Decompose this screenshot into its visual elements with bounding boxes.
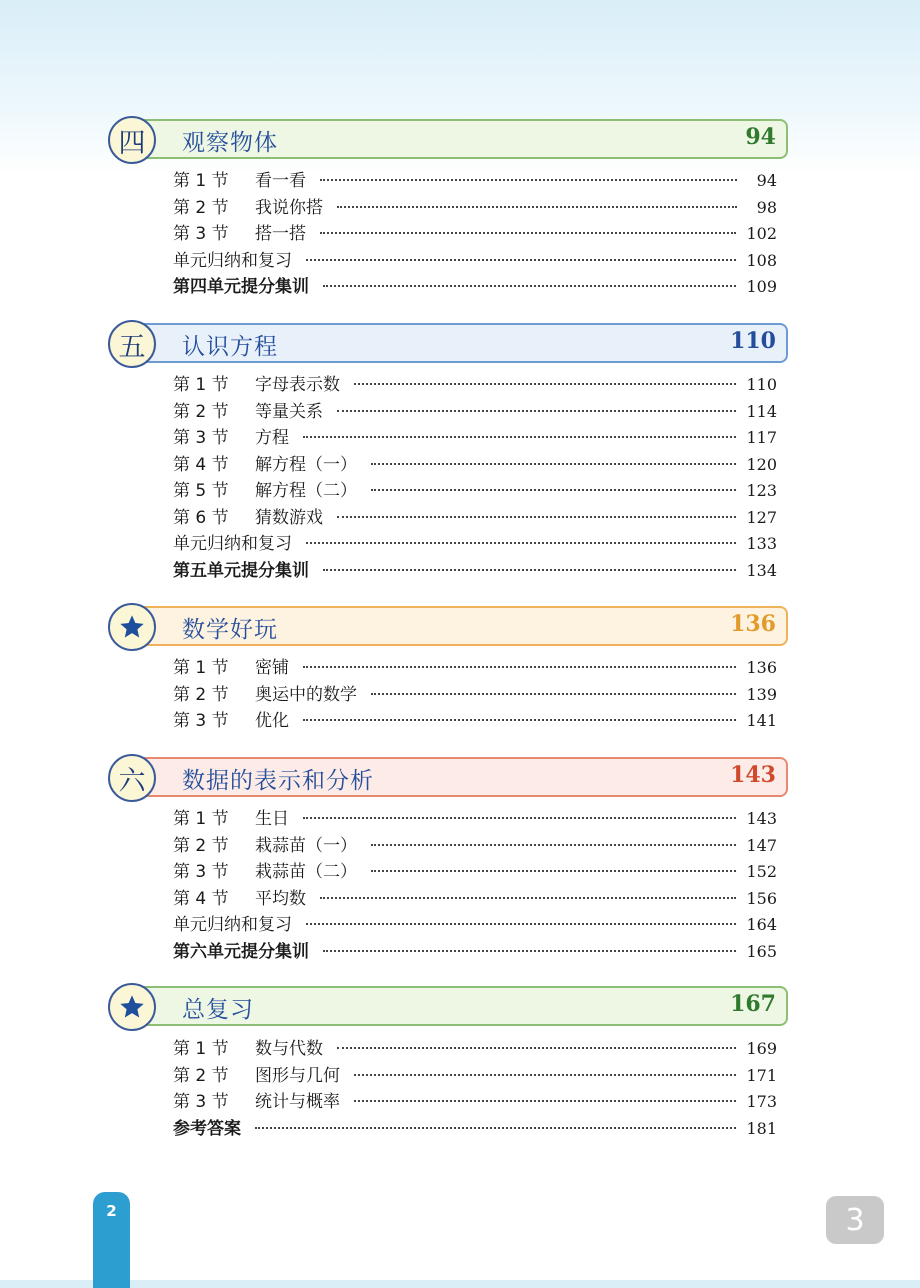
toc-entry-title: 单元归纳和复习 xyxy=(173,915,292,935)
toc-entry-title: 字母表示数 xyxy=(255,375,340,395)
toc-entry-section: 第 6 节 xyxy=(173,507,229,528)
toc-entry-label xyxy=(173,529,292,554)
unit-title: 数据的表示和分析 xyxy=(182,768,374,794)
toc-entry-title: 搭一搭 xyxy=(255,224,306,244)
toc-entry[interactable] xyxy=(173,937,777,962)
toc-entry[interactable] xyxy=(173,857,777,882)
toc-entry-title: 第四单元提分集训 xyxy=(173,277,309,297)
dot-leader xyxy=(337,206,737,208)
toc-entry-page: 109 xyxy=(746,277,777,296)
toc-entry-page: 114 xyxy=(746,401,777,421)
toc-entry[interactable] xyxy=(173,1114,777,1139)
toc-entry-page: 169 xyxy=(746,1039,777,1058)
unit-number: 四 xyxy=(118,127,146,159)
toc-entry-label xyxy=(173,246,292,271)
unit-page-number: 136 xyxy=(730,611,776,637)
toc-entry-label xyxy=(173,1034,323,1059)
toc-entry-title: 看一看 xyxy=(255,171,306,191)
toc-entry-page: 98 xyxy=(756,197,777,217)
toc-entry-section: 第 1 节 xyxy=(173,1039,229,1059)
toc-entry-page: 136 xyxy=(746,658,777,677)
dot-leader xyxy=(354,383,736,385)
toc-entry-label xyxy=(173,370,340,395)
toc-entry-section: 第 3 节 xyxy=(173,862,229,882)
toc-entry-title: 生日 xyxy=(255,809,289,829)
toc-entry-page: 123 xyxy=(746,481,777,500)
unit-header[interactable] xyxy=(108,116,790,164)
toc-entry-section: 第 1 节 xyxy=(173,171,229,191)
unit-badge xyxy=(108,754,156,802)
toc-entry-page: 102 xyxy=(746,224,777,243)
toc-entry[interactable] xyxy=(173,884,777,909)
unit-header[interactable] xyxy=(108,603,790,651)
dot-leader xyxy=(320,179,737,181)
toc-entry-title: 单元归纳和复习 xyxy=(173,534,292,554)
toc-entry-title: 方程 xyxy=(255,428,289,448)
toc-entry-section: 第 2 节 xyxy=(173,684,229,705)
toc-entry-label xyxy=(173,1114,241,1139)
dot-leader xyxy=(255,1127,736,1129)
dot-leader xyxy=(354,1074,736,1076)
dot-leader xyxy=(303,436,736,438)
toc-entry[interactable] xyxy=(173,1034,777,1059)
toc-entry[interactable] xyxy=(173,804,777,829)
toc-entry[interactable] xyxy=(173,1061,777,1086)
dot-leader xyxy=(320,897,736,899)
toc-entry-page: 134 xyxy=(746,560,777,580)
toc-entry-title: 猜数游戏 xyxy=(255,507,323,528)
toc-entry-section: 第 3 节 xyxy=(173,428,229,448)
unit-page-number: 110 xyxy=(730,328,776,354)
toc-entry-page: 173 xyxy=(746,1092,777,1111)
toc-entry[interactable] xyxy=(173,166,777,191)
toc-entry-page: 127 xyxy=(746,507,777,527)
unit-header[interactable] xyxy=(108,320,790,368)
toc-entry[interactable] xyxy=(173,476,777,501)
unit-title: 认识方程 xyxy=(182,334,278,360)
toc-entry-page: 143 xyxy=(746,809,777,828)
dot-leader xyxy=(371,870,736,872)
toc-entry[interactable] xyxy=(173,246,777,271)
dot-leader xyxy=(303,666,736,668)
toc-entry-section: 第 3 节 xyxy=(173,711,229,731)
toc-entry-title: 等量关系 xyxy=(255,401,323,422)
toc-entry-section: 第 2 节 xyxy=(173,197,229,218)
toc-entry[interactable] xyxy=(173,706,777,731)
toc-entry-page: 171 xyxy=(746,1065,777,1085)
toc-entry-page: 108 xyxy=(746,250,777,270)
unit-badge xyxy=(108,320,156,368)
toc-entry[interactable] xyxy=(173,503,777,528)
toc-entry-label xyxy=(173,857,357,882)
unit-page-number: 167 xyxy=(730,991,776,1017)
toc-entry-page: 181 xyxy=(746,1118,777,1138)
toc-entry[interactable] xyxy=(173,529,777,554)
page-number-tab: 2 xyxy=(93,1192,130,1288)
dot-leader xyxy=(337,410,736,412)
toc-entry-section: 第 4 节 xyxy=(173,454,229,475)
toc-entry-page: 164 xyxy=(746,915,777,934)
toc-entry-title: 数与代数 xyxy=(255,1039,323,1059)
dot-leader xyxy=(306,259,736,261)
dot-leader xyxy=(337,1047,736,1049)
unit-badge xyxy=(108,603,156,651)
toc-entry[interactable] xyxy=(173,272,777,297)
toc-entry-title: 第五单元提分集训 xyxy=(173,560,309,581)
toc-entry[interactable] xyxy=(173,397,777,422)
toc-entry-title: 参考答案 xyxy=(173,1118,241,1139)
toc-entry[interactable] xyxy=(173,450,777,475)
toc-entry-section: 第 1 节 xyxy=(173,375,229,395)
toc-entry-title: 平均数 xyxy=(255,888,306,909)
toc-entry-label xyxy=(173,804,289,829)
toc-entry-label xyxy=(173,910,292,935)
toc-entry-label xyxy=(173,680,357,705)
dot-leader xyxy=(371,844,736,846)
toc-entry-section: 第 2 节 xyxy=(173,401,229,422)
dot-leader xyxy=(323,285,736,287)
toc-entry-page: 152 xyxy=(746,862,777,881)
toc-entry-title: 第六单元提分集训 xyxy=(173,941,309,962)
toc-entry-label xyxy=(173,272,309,297)
toc-entry-title: 栽蒜苗（一） xyxy=(255,835,357,856)
toc-entry-label xyxy=(173,937,309,962)
toc-entry-section: 第 4 节 xyxy=(173,888,229,909)
unit-badge xyxy=(108,983,156,1031)
toc-entry-title: 密铺 xyxy=(255,658,289,678)
dot-leader xyxy=(306,923,736,925)
toc-entry[interactable] xyxy=(173,556,777,581)
unit-page-number: 94 xyxy=(745,124,776,150)
unit-page-number: 143 xyxy=(730,762,776,788)
dot-leader xyxy=(337,516,736,518)
toc-entry-title: 我说你搭 xyxy=(255,197,323,218)
toc-entry[interactable] xyxy=(173,423,777,448)
toc-entry-title: 解方程（一） xyxy=(255,454,357,475)
toc-entry-title: 栽蒜苗（二） xyxy=(255,862,357,882)
unit-badge xyxy=(108,116,156,164)
toc-entry-page: 117 xyxy=(746,428,777,447)
toc-entry-page: 94 xyxy=(756,171,777,190)
toc-entry[interactable] xyxy=(173,653,777,678)
toc-entry-section: 第 1 节 xyxy=(173,809,229,829)
page-number-badge: 3 xyxy=(826,1196,884,1244)
dot-leader xyxy=(371,463,736,465)
toc-entry[interactable] xyxy=(173,1087,777,1112)
dot-leader xyxy=(371,489,736,491)
toc-entry-label xyxy=(173,1087,340,1112)
toc-entry-section: 第 3 节 xyxy=(173,1092,229,1112)
toc-entry-label xyxy=(173,556,309,581)
toc-entry-label xyxy=(173,397,323,422)
toc-entry-label xyxy=(173,884,306,909)
toc-entry-title: 单元归纳和复习 xyxy=(173,250,292,271)
star-icon xyxy=(118,993,146,1021)
toc-entry-page: 110 xyxy=(746,375,777,394)
toc-entry[interactable] xyxy=(173,831,777,856)
toc-entry[interactable] xyxy=(173,219,777,244)
toc-entry-title: 统计与概率 xyxy=(255,1092,340,1112)
dot-leader xyxy=(354,1100,736,1102)
unit-header[interactable] xyxy=(108,754,790,802)
toc-entry-page: 147 xyxy=(746,835,777,855)
dot-leader xyxy=(371,693,736,695)
toc-entry-section: 第 3 节 xyxy=(173,224,229,244)
toc-entry-section: 第 2 节 xyxy=(173,1065,229,1086)
dot-leader xyxy=(303,719,736,721)
toc-entry-section: 第 1 节 xyxy=(173,658,229,678)
dot-leader xyxy=(323,950,736,952)
toc-entry[interactable] xyxy=(173,370,777,395)
toc-entry-page: 156 xyxy=(746,888,777,908)
unit-number: 五 xyxy=(118,331,146,363)
star-icon xyxy=(118,613,146,641)
unit-title: 观察物体 xyxy=(182,130,278,156)
toc-entry-title: 解方程（二） xyxy=(255,481,357,501)
toc-entry-page: 120 xyxy=(746,454,777,474)
toc-entry-label xyxy=(173,450,357,475)
toc-entry-page: 133 xyxy=(746,534,777,553)
toc-entry[interactable] xyxy=(173,910,777,935)
toc-entry-label xyxy=(173,503,323,528)
toc-entry-section: 第 5 节 xyxy=(173,481,229,501)
toc-entry-title: 优化 xyxy=(255,711,289,731)
toc-entry-label xyxy=(173,219,306,244)
toc-entry-label xyxy=(173,653,289,678)
toc-entry-section: 第 2 节 xyxy=(173,835,229,856)
toc-entry-label xyxy=(173,476,357,501)
toc-entry[interactable] xyxy=(173,193,777,218)
dot-leader xyxy=(303,817,736,819)
toc-entry-title: 图形与几何 xyxy=(255,1065,340,1086)
toc-entry-label xyxy=(173,831,357,856)
unit-title: 数学好玩 xyxy=(182,617,278,643)
unit-header[interactable] xyxy=(108,983,790,1031)
dot-leader xyxy=(306,542,736,544)
toc-entry-page: 165 xyxy=(746,941,777,961)
unit-title: 总复习 xyxy=(182,997,254,1023)
toc-entry-page: 141 xyxy=(746,711,777,730)
dot-leader xyxy=(323,569,736,571)
toc-entry-label xyxy=(173,706,289,731)
toc-entry-label xyxy=(173,1061,340,1086)
unit-number: 六 xyxy=(118,765,146,797)
toc-entry[interactable] xyxy=(173,680,777,705)
toc-entry-label xyxy=(173,193,323,218)
toc-entry-label xyxy=(173,423,289,448)
toc-entry-page: 139 xyxy=(746,684,777,704)
dot-leader xyxy=(320,232,736,234)
toc-entry-label xyxy=(173,166,306,191)
toc-entry-title: 奥运中的数学 xyxy=(255,684,357,705)
